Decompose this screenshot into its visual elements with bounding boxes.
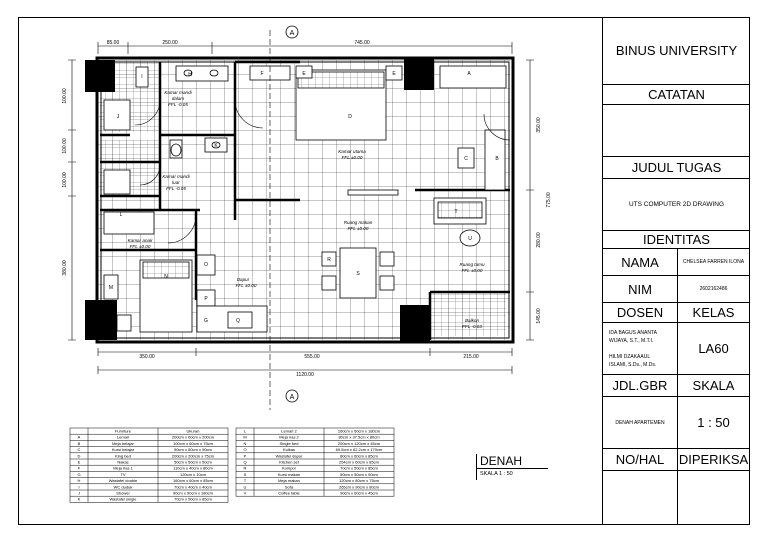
- dim-left-2: 100.00: [62, 138, 68, 154]
- section-mark-bottom: A: [289, 394, 295, 401]
- dosen-2b: ISLAMI, S.Ds., M.Ds.: [609, 361, 657, 368]
- legend-left-cell: 100cm x 60cm x 75cm: [172, 440, 214, 446]
- legend-right-cell: 70cm x 50cm x 85cm: [340, 465, 378, 471]
- furniture-letter: R: [327, 257, 331, 263]
- legend-right-cell: U: [243, 484, 247, 490]
- dosen-label: DOSEN: [603, 303, 677, 323]
- legend-left-cell: A: [77, 434, 81, 440]
- legend-left-cell: J: [78, 490, 80, 496]
- judul-value: UTS COMPUTER 2D DRAWING: [603, 179, 750, 231]
- room-r-tamu-2: FFL ±0.00: [461, 268, 483, 273]
- legend-left-cell: Wastafel single: [109, 496, 137, 502]
- legend-right-cell: T: [243, 478, 247, 484]
- dim-top-2: 250.00: [162, 40, 178, 46]
- denah-title: DENAH: [476, 454, 548, 469]
- legend-left-cell: 50cm x 50cm x 50cm: [174, 459, 212, 465]
- legend-right-cell: P: [243, 453, 247, 459]
- legend-left-cell: TV: [120, 471, 126, 477]
- legend-right-cell: Lemari 2: [281, 428, 297, 434]
- judul-label: JUDUL TUGAS: [603, 157, 750, 179]
- room-r-makan-2: FFL ±0.00: [347, 226, 369, 231]
- nama-label: NAMA: [603, 249, 677, 276]
- legend-left-cell: WC duduk: [113, 484, 133, 490]
- legend-left-cell: Meja rias 1: [113, 465, 133, 471]
- furniture-letter: H: [188, 72, 192, 78]
- dosen-1b: WIJAYA, S.T., M.T.I.: [609, 337, 654, 344]
- room-k-utama-1: Kamar utama: [338, 149, 366, 154]
- legend-right-cell: Q: [243, 459, 247, 465]
- dim-bottom-total: 1120.00: [296, 372, 314, 378]
- kelas-label: KELAS: [677, 303, 750, 323]
- legend-left-cell: G: [77, 471, 81, 477]
- legend-left-cell: 110cm x 40cm x 80cm: [173, 465, 213, 471]
- diperiksa-label: DIPERIKSA: [677, 449, 750, 471]
- legend-left-cell: 70cm x 40cm x 40cm: [174, 484, 212, 490]
- legend-left-cell: 90cm x 90cm x 180cm: [172, 490, 214, 496]
- title-block: [602, 17, 750, 525]
- legend-left-cell: 50cm x 50cm x 90cm: [174, 447, 212, 453]
- room-km-luar-1: Kamar mandi: [162, 174, 190, 179]
- furniture-letter: S: [356, 271, 360, 277]
- dim-bottom-3: 215.00: [463, 354, 479, 360]
- furniture-letter: U: [468, 236, 472, 242]
- legend-right-cell: 90cm x 60cm x 45cm: [340, 490, 378, 496]
- legend-left-cell: Ukuran: [186, 428, 200, 434]
- legend-right-cell: Meja rias 2: [279, 434, 299, 440]
- furniture-letter: J: [116, 114, 120, 120]
- room-km-dalam-2: dalam: [171, 96, 185, 101]
- room-km-dalam-3: FFL -0.05: [168, 102, 188, 107]
- room-dapur-1: Dapur: [236, 277, 250, 282]
- denah-scale: SKALA 1 : 50: [480, 471, 513, 477]
- catatan-label: CATATAN: [603, 85, 750, 105]
- jdl-gbr-label: JDL.GBR: [603, 375, 677, 397]
- furniture-letter: M: [108, 285, 114, 291]
- dim-left-3: 100.00: [62, 172, 68, 188]
- furniture-letter: P: [204, 296, 208, 302]
- nohal-label: NO/HAL: [603, 449, 677, 471]
- balcony-tiles: [430, 292, 506, 336]
- room-balkon-1: Balkon: [464, 318, 480, 323]
- dosen-1a: IDA BAGUS ANANTA: [609, 329, 657, 336]
- university-name: BINUS UNIVERSITY: [603, 17, 750, 85]
- legend-left-cell: 160cm x 60cm x 85cm: [172, 478, 214, 484]
- legend-left-cell: I: [78, 484, 80, 490]
- legend-right-cell: Kitchen set: [279, 459, 299, 465]
- dim-bottom-1: 350.00: [139, 354, 155, 360]
- furniture-letter: E: [392, 71, 396, 77]
- catatan-area: [603, 105, 750, 157]
- legend-right-cell: L: [243, 428, 247, 434]
- legend-right-cell: 254cm x 60cm x 85cm: [338, 459, 380, 465]
- dim-bottom-2: 555.00: [304, 354, 320, 360]
- kelas-value: LA60: [677, 323, 750, 375]
- section-mark-top: A: [289, 30, 295, 37]
- furniture-letter: F: [260, 71, 264, 77]
- room-k-utama-2: FFL ±0.00: [341, 155, 363, 160]
- legend-left-cell: F: [77, 465, 81, 471]
- legend-right-cell: Coffee table: [278, 490, 300, 496]
- room-km-luar-3: FFL -0.05: [166, 186, 186, 191]
- furniture-letter: E: [302, 71, 306, 77]
- legend-right-cell: 69.5cm x 62.2cm x 170cm: [335, 447, 383, 453]
- legend-left-cell: King bed: [115, 453, 131, 459]
- legend-right-cell: M: [243, 434, 247, 440]
- legend-right-cell: S: [243, 471, 247, 477]
- legend-left-cell: D: [77, 453, 81, 459]
- denah-label-bar: [476, 454, 477, 480]
- furniture-letter: B: [495, 156, 499, 162]
- legend-right-cell: R: [243, 465, 247, 471]
- room-balkon-2: FFL -0.03: [462, 324, 482, 329]
- furniture-letter: I: [141, 74, 143, 80]
- room-km-dalam-1: Kamar mandi: [164, 90, 192, 95]
- dim-top-3: 745.00: [354, 40, 370, 46]
- legend-left-cell: 200cm x 200cm x 75cm: [171, 453, 215, 459]
- legend-right-cell: 160cm x 60cm x 180cm: [337, 428, 381, 434]
- room-dapur-2: FFL ±0.00: [235, 283, 257, 288]
- legend-right-cell: Kompor: [281, 465, 297, 471]
- legend-left-cell: K: [77, 496, 81, 502]
- dim-right-1: 350.00: [536, 117, 542, 133]
- furniture-letter: K: [214, 143, 218, 149]
- legend-right-cell: N: [243, 440, 247, 446]
- legend-left-cell: E: [77, 459, 81, 465]
- legend-right-cell: O: [243, 447, 247, 453]
- legend-right-cell: 120cm x 80cm x 75cm: [338, 478, 380, 484]
- dosen-2a: HILMI DZAKAAUL: [609, 353, 651, 360]
- dim-right-3: 280.00: [536, 232, 542, 248]
- furniture-letter: O: [204, 262, 208, 268]
- room-k-anak-2: FFL ±0.00: [129, 244, 151, 249]
- furniture-letter: C: [464, 156, 468, 162]
- dosen-names: [603, 323, 677, 375]
- skala-label: SKALA: [677, 375, 750, 397]
- furniture-letter: L: [119, 212, 123, 218]
- legend-right-cell: Kursi makan: [277, 471, 301, 477]
- legend-right-cell: Wastafel dapur: [275, 453, 303, 459]
- legend-left-cell: H: [77, 478, 81, 484]
- legend-right-cell: 265cm x 90cm x 80cm: [338, 484, 380, 490]
- legend-right-cell: V: [243, 490, 247, 496]
- legend-left-cell: Furniture: [114, 428, 132, 434]
- room-k-anak-1: Kamar anak: [127, 238, 153, 243]
- legend-right-cell: Kulkas: [282, 447, 296, 453]
- nim-label: NIM: [603, 276, 677, 303]
- legend-left-cell: Meja belajar: [112, 440, 134, 446]
- skala-value: 1 : 50: [677, 397, 750, 449]
- furniture-letter: N: [164, 274, 168, 280]
- furniture-letter: D: [348, 114, 352, 120]
- jdl-gbr-value: DENAH APARTEMEN: [603, 397, 677, 449]
- furniture-letter: A: [467, 71, 471, 77]
- dim-left-4: 380.00: [62, 260, 68, 276]
- legend-right-cell: 80cm x 37.5cm x 80cm: [338, 434, 380, 440]
- legend-right-cell: Meja makan: [278, 478, 300, 484]
- furniture-letter: Q: [236, 318, 240, 324]
- legend-left-cell: Wastafel double: [108, 478, 138, 484]
- legend-right-cell: Single bed: [279, 440, 299, 446]
- nama-value: CHELSEA FARREN ILONA: [677, 249, 750, 276]
- furniture-legend: [0, 423, 602, 543]
- legend-left-cell: C: [77, 447, 81, 453]
- room-km-luar-2: luar: [172, 180, 180, 185]
- room-r-makan-1: Ruang makan: [343, 220, 373, 225]
- legend-left-cell: Shower: [116, 490, 130, 496]
- dim-right-4: 145.00: [536, 308, 542, 324]
- nim-value: 2602162486: [677, 276, 750, 303]
- legend-left-cell: 70cm x 50cm x 85cm: [174, 496, 212, 502]
- legend-left-cell: Lemari: [116, 434, 130, 440]
- dim-right-2: 775.00: [546, 192, 552, 208]
- identitas-label: IDENTITAS: [603, 231, 750, 249]
- furniture-letter: G: [204, 318, 208, 324]
- dim-left-1: 100.00: [62, 88, 68, 104]
- furniture-letter: T: [454, 209, 458, 215]
- legend-left-cell: 120cm x 10cm: [179, 471, 207, 477]
- legend-right-cell: Sofa: [284, 484, 294, 490]
- room-r-tamu-1: Ruang tamu: [459, 262, 485, 267]
- legend-right-cell: 80cm x 60cm x 85cm: [340, 453, 378, 459]
- legend-right-cell: 50cm x 50cm x 90cm: [340, 471, 378, 477]
- title-block-divider: [677, 249, 678, 525]
- legend-left-cell: Kursi belajar: [111, 447, 135, 453]
- legend-left-cell: B: [77, 440, 81, 446]
- legend-left-cell: Nakas: [117, 459, 129, 465]
- legend-right-cell: 200cm x 120cm x 45cm: [337, 440, 381, 446]
- dim-top-1: 85.00: [106, 40, 120, 46]
- legend-left-cell: 200cm x 60cm x 200cm: [171, 434, 215, 440]
- denah-label: [476, 454, 548, 477]
